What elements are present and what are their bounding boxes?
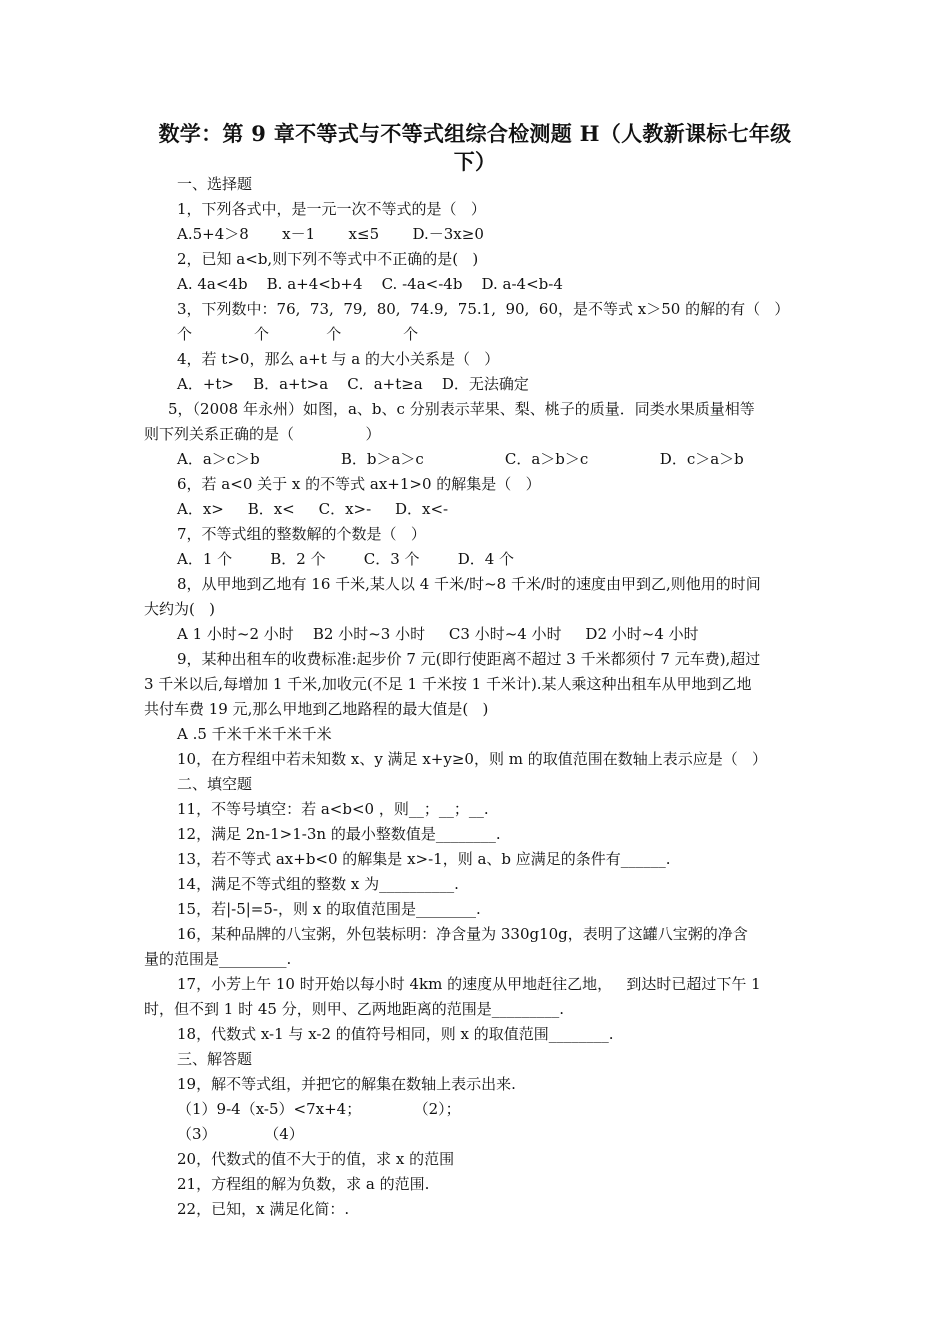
question-20: 20，代数式的值不大于的值，求 x 的范围 — [177, 1150, 455, 1168]
question-8-line-2: 大约为( ) — [144, 600, 216, 618]
question-8-options: A 1 小时~2 小时 B2 小时~3 小时 C3 小时~4 小时 D2 小时~4 小时 — [177, 625, 699, 643]
question-17-line-1: 17，小芳上午 10 时开始以每小时 4km 的速度从甲地赶往乙地， 到达时已超过下午 1 — [177, 975, 761, 993]
question-5-options: A．a＞c＞b B．b＞a＞c C．a＞b＞c D．c＞a＞b — [177, 450, 744, 468]
question-17-line-2: 时，但不到 1 时 45 分，则甲、乙两地距离的范围是_________. — [144, 1000, 564, 1018]
question-16-line-2: 量的范围是_________. — [144, 950, 292, 968]
question-19-parts-3-4: （3） （4） — [177, 1125, 304, 1143]
question-15: 15，若|-5|=5-，则 x 的取值范围是________. — [177, 900, 481, 918]
question-9-options: A .5 千米千米千米千米 — [177, 725, 332, 743]
section-heading-fill: 二、填空题 — [177, 775, 253, 793]
question-4: 4，若 t>0，那么 a+t 与 a 的大小关系是（ ） — [177, 350, 500, 368]
document-title — [140, 120, 810, 176]
question-6: 6，若 a<0 关于 x 的不等式 ax+1>0 的解集是（ ） — [177, 475, 541, 493]
question-18: 18，代数式 x-1 与 x-2 的值符号相同，则 x 的取值范围________. — [177, 1025, 614, 1043]
question-8-line-1: 8，从甲地到乙地有 16 千米,某人以 4 千米/时~8 千米/时的速度由甲到乙,则他用的时间 — [177, 575, 761, 593]
question-6-options: A．x> B．x< C．x>- D．x<- — [177, 500, 449, 518]
question-7-options: A．1 个 B．2 个 C．3 个 D．4 个 — [177, 550, 515, 568]
question-11: 11，不等号填空：若 a<b<0 ，则__；__；__. — [177, 800, 489, 818]
question-9-line-1: 9，某种出租车的收费标准:起步价 7 元(即行使距离不超过 3 千米都须付 7 元车费),超过 — [177, 650, 761, 668]
section-heading-choice: 一、选择题 — [177, 175, 253, 193]
question-1-options: A.5+4＞8 x－1 x≤5 D.－3x≥0 — [177, 225, 484, 243]
question-2: 2，已知 a<b,则下列不等式中不正确的是( ) — [177, 250, 479, 268]
title-line-1: 数学：第 9 章不等式与不等式组综合检测题 H（人教新课标七年级 — [158, 121, 792, 146]
question-4-options: A．+t> B．a+t>a C．a+t≥a D．无法确定 — [177, 375, 529, 393]
question-7: 7，不等式组的整数解的个数是（ ） — [177, 525, 426, 543]
question-3: 3，下列数中：76, 73, 79, 80, 74.9, 75.1, 90, 60，是不等式 x＞50 的解的有（ ） — [177, 300, 790, 318]
question-19-parts-1-2: （1）9-4（x-5）<7x+4； （2）； — [177, 1100, 461, 1118]
question-13: 13，若不等式 ax+b<0 的解集是 x>-1，则 a、b 应满足的条件有______. — [177, 850, 671, 868]
question-22: 22，已知，x 满足化简：. — [177, 1200, 350, 1218]
question-10: 10，在方程组中若未知数 x、y 满足 x+y≥0，则 m 的取值范围在数轴上表示应是（ ） — [177, 750, 768, 768]
question-1: 1，下列各式中，是一元一次不等式的是（ ） — [177, 200, 486, 218]
question-12: 12，满足 2n-1>1-3n 的最小整数值是________. — [177, 825, 501, 843]
question-21: 21，方程组的解为负数，求 a 的范围. — [177, 1175, 430, 1193]
question-9-line-2: 3 千米以后,每增加 1 千米,加收元(不足 1 千米按 1 千米计).某人乘这种出租车从甲地到乙地 — [144, 675, 752, 693]
question-2-options: A. 4a<4b B. a+4<b+4 C. -4a<-4b D. a-4<b-4 — [177, 275, 563, 293]
section-heading-solve: 三、解答题 — [177, 1050, 253, 1068]
title-line-2: 下） — [453, 149, 497, 174]
question-14: 14，满足不等式组的整数 x 为__________. — [177, 875, 459, 893]
question-16-line-1: 16，某种品牌的八宝粥，外包装标明：净含量为 330g10g，表明了这罐八宝粥的净含 — [177, 925, 748, 943]
question-5-line-2: 则下列关系正确的是（ ） — [144, 425, 381, 443]
question-3-options: 个 个 个 个 — [177, 325, 419, 343]
question-19: 19，解不等式组，并把它的解集在数轴上表示出来. — [177, 1075, 516, 1093]
question-5-line-1: 5，（2008 年永州）如图，a、b、c 分别表示苹果、梨、桃子的质量．同类水果质量相等 — [168, 400, 755, 418]
question-9-line-3: 共付车费 19 元,那么甲地到乙地路程的最大值是( ) — [144, 700, 489, 718]
